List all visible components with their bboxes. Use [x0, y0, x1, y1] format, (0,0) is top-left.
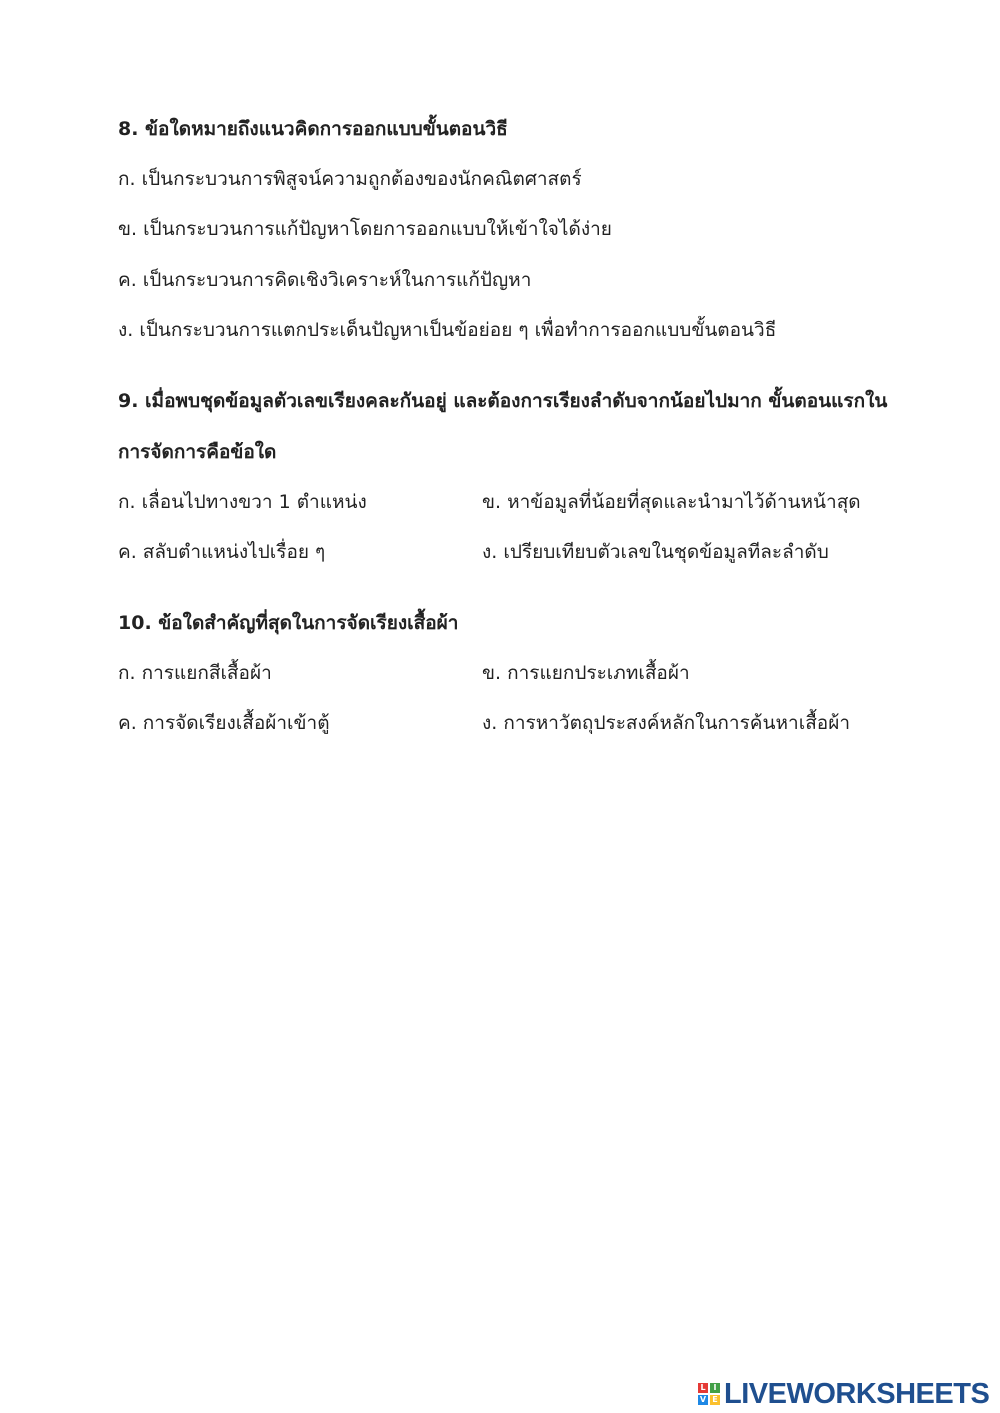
question-10-option-a: ก. การแยกสีเสื้อผ้า: [118, 662, 272, 684]
question-9-title-line-1: 9. เมื่อพบชุดข้อมูลตัวเลขเรียงคละกันอยู่ และต้องการเรียงลำดับจากน้อยไปมาก ขั้นตอนแรกใน: [118, 390, 888, 412]
question-10-option-c: ค. การจัดเรียงเสื้อผ้าเข้าตู้: [118, 712, 330, 734]
question-9-option-c: ค. สลับตำแหน่งไปเรื่อย ๆ: [118, 541, 326, 563]
question-10-option-d: ง. การหาวัตถุประสงค์หลักในการค้นหาเสื้อผ้า: [482, 712, 851, 734]
question-8-option-c: ค. เป็นกระบวนการคิดเชิงวิเคราะห์ในการแก้ปัญหา: [118, 269, 532, 291]
question-8-option-b: ข. เป็นกระบวนการแก้ปัญหาโดยการออกแบบให้เข้าใจได้ง่าย: [118, 218, 612, 240]
question-10-title: 10. ข้อใดสำคัญที่สุดในการจัดเรียงเสื้อผ้า: [118, 612, 459, 634]
question-9-title-line-2: การจัดการคือข้อใด: [118, 441, 277, 463]
logo-icon-letter-v: V: [699, 1395, 707, 1404]
question-8-title: 8. ข้อใดหมายถึงแนวคิดการออกแบบขั้นตอนวิธี: [118, 118, 508, 140]
question-10-option-b: ข. การแยกประเภทเสื้อผ้า: [482, 662, 690, 684]
liveworksheets-logo[interactable]: [698, 1378, 989, 1410]
question-9-option-b: ข. หาข้อมูลที่น้อยที่สุดและนำมาไว้ด้านหน้าสุด: [482, 491, 861, 513]
question-8-option-d: ง. เป็นกระบวนการแตกประเด็นปัญหาเป็นข้อย่อย ๆ เพื่อทำการออกแบบขั้นตอนวิธี: [118, 319, 777, 341]
liveworksheets-logo-text: LIVEWORKSHEETS: [724, 1377, 990, 1410]
question-9-option-a: ก. เลื่อนไปทางขวา 1 ตำแหน่ง: [118, 491, 367, 513]
logo-icon-letter-e: E: [710, 1395, 720, 1405]
logo-icon-letter-i: I: [710, 1383, 720, 1393]
liveworksheets-logo-icon: [698, 1383, 720, 1405]
question-8-option-a: ก. เป็นกระบวนการพิสูจน์ความถูกต้องของนักคณิตศาสตร์: [118, 168, 582, 190]
logo-icon-letter-l: L: [698, 1383, 708, 1393]
question-9-option-d: ง. เปรียบเทียบตัวเลขในชุดข้อมูลทีละลำดับ: [482, 541, 829, 563]
